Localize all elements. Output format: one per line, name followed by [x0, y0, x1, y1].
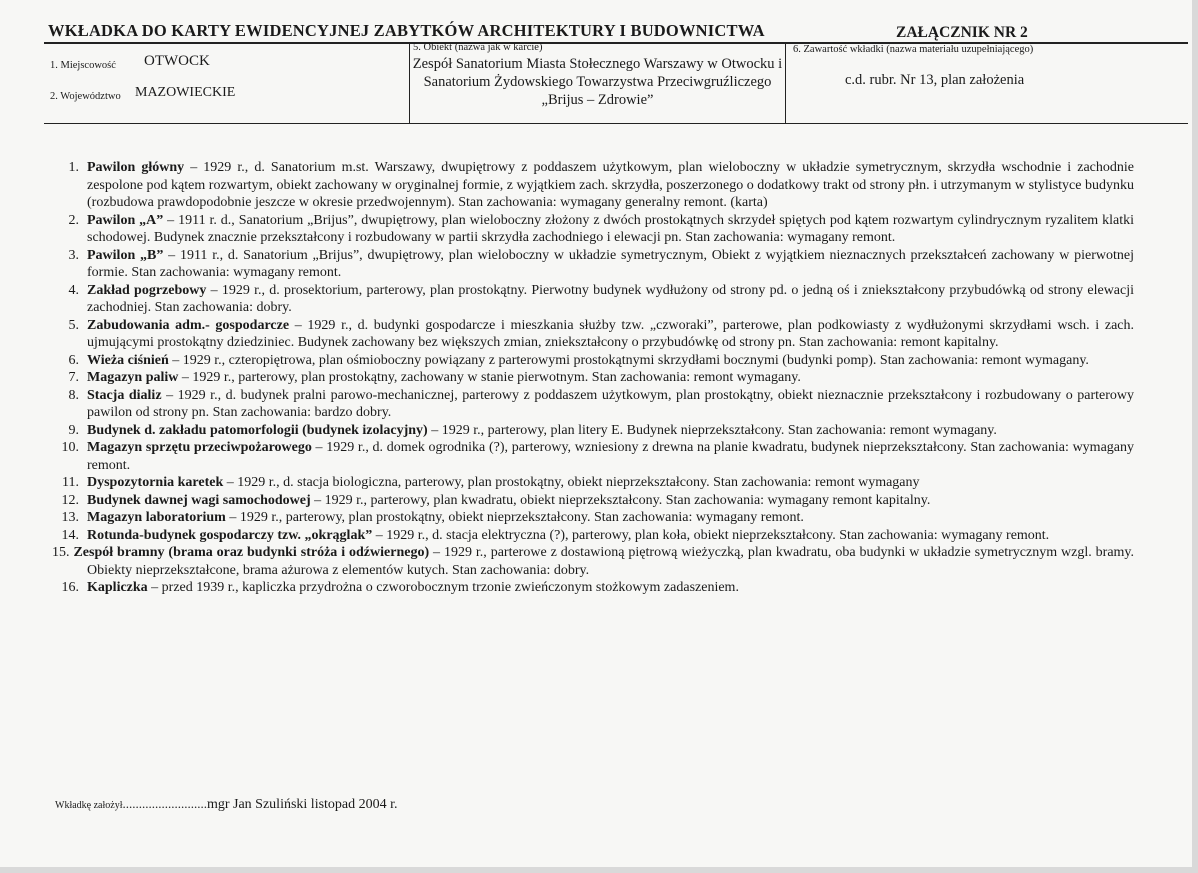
item-name: Pawilon główny	[87, 160, 185, 175]
list-item	[52, 527, 1134, 545]
object-label: 5. Obiekt (nazwa jak w karcie)	[413, 42, 543, 53]
list-item	[52, 544, 1134, 579]
item-name: Zespół bramny (brama oraz budynki stróża i odźwiernego)	[73, 545, 430, 560]
list-item	[52, 159, 1134, 212]
signature-line	[55, 795, 398, 813]
list-item	[52, 422, 1134, 440]
item-number: 16.	[61, 580, 79, 595]
object-value: Zespół Sanatorium Miasta Stołecznego Warszawy w Otwocku i Sanatorium Żydowskiego Towarzystwa Przeciwgruźliczego „Brijus – Zdrowie”	[412, 56, 783, 108]
item-number: 2.	[68, 212, 79, 228]
item-name: Stacja dializ	[87, 387, 162, 403]
list-item	[52, 579, 1134, 597]
item-description: – 1929 r., parterowy, plan prostokątny, obiekt nieprzekształcony. Stan zachowania: wymagany remont.	[225, 510, 804, 525]
content-value: c.d. rubr. Nr 13, plan założenia	[845, 72, 1025, 88]
list-item	[52, 439, 1134, 474]
list-item	[52, 212, 1134, 247]
signature-dots: ..........................	[122, 796, 207, 811]
item-description: – 1929 r., parterowy, plan litery E. Budynek nieprzekształcony. Stan zachowania: remont wymagany.	[427, 422, 997, 438]
item-number: 8.	[68, 387, 79, 403]
list-item	[52, 317, 1134, 352]
header-divider-2	[785, 42, 786, 124]
header-bottom-rule	[44, 123, 1188, 124]
item-description: – 1929 r., parterowe z dostawioną piętrową wieżyczką, plan kwadratu, oba budynki w układzie symetrycznym wzgl. bramy. Obiekty nieprzekształcone, brama ażurowa z elementów kutych. Stan zachowania: dobry.	[87, 545, 1135, 578]
document-title: WKŁADKA DO KARTY EWIDENCYJNEJ ZABYTKÓW ARCHITEKTURY I BUDOWNICTWA	[48, 21, 765, 40]
list-item	[52, 369, 1134, 387]
item-number: 3.	[68, 247, 79, 263]
item-number: 1.	[68, 160, 79, 175]
locality-value: OTWOCK	[144, 53, 210, 69]
item-name: Magazyn sprzętu przeciwpożarowego	[87, 440, 312, 455]
item-number: 13.	[61, 510, 79, 525]
item-description: – 1929 r., d. budynki gospodarcze i mieszkania służby tzw. „czworaki”, parterowe, plan podkowiasty z wydłużonymi skrzydłami wsch. i zach. ujmującymi prostokątny dziedziniec. Budynek zachowany bez większych zmian, zniekształcony o przybudówkę od strony pn. Stan zachowania: remont kapitalny.	[87, 317, 1134, 350]
signature-label: Wkładkę założył	[55, 800, 123, 811]
list-item	[52, 387, 1134, 422]
item-name: Kapliczka	[87, 580, 148, 595]
item-name: Zakład pogrzebowy	[87, 282, 207, 298]
item-name: Zabudowania adm.- gospodarcze	[87, 317, 290, 333]
item-description: – 1911 r., d. Sanatorium „Brijus”, dwupiętrowy, plan wieloboczny w układzie symetrycznym, Obiekt z wyjątkiem nieznacznych przekształceń zachowany w pierwotnej formie. Stan zachowania: wymagany remont.	[87, 247, 1134, 280]
item-number: 14.	[61, 527, 79, 543]
item-number: 12.	[61, 492, 79, 508]
item-name: Dyspozytornia karetek	[87, 475, 224, 490]
list-item	[52, 247, 1134, 282]
item-description: – 1929 r., parterowy, plan kwadratu, obiekt nieprzekształcony. Stan zachowania: wymagany remont kapitalny.	[310, 492, 931, 508]
item-description: – przed 1939 r., kapliczka przydrożna o czworobocznym trzonie zwieńczonym stożkowym zadaszeniem.	[147, 580, 739, 595]
item-number: 5.	[68, 317, 79, 333]
item-name: Magazyn laboratorium	[87, 510, 226, 525]
list-item	[52, 352, 1134, 370]
item-description: – 1929 r., czteropiętrowa, plan ośmioboczny powiązany z parterowymi prostokątnymi skrzydłami bocznymi (budynki pomp). Stan zachowania: remont wymagany.	[168, 352, 1089, 368]
building-list	[52, 159, 1134, 597]
item-name: Wieża ciśnień	[87, 352, 169, 368]
scan-edge-right	[1192, 0, 1198, 873]
item-number: 10.	[61, 440, 79, 455]
item-number: 15.	[52, 545, 70, 560]
item-number: 11.	[62, 475, 79, 490]
item-name: Magazyn paliw	[87, 370, 179, 385]
list-item	[52, 282, 1134, 317]
item-number: 7.	[68, 370, 79, 385]
item-name: Rotunda-budynek gospodarczy tzw. „okrąglak”	[87, 527, 373, 543]
item-description: – 1929 r., parterowy, plan prostokątny, zachowany w stanie pierwotnym. Stan zachowania: remont wymagany.	[178, 370, 801, 385]
scan-edge-bottom	[0, 867, 1198, 873]
item-number: 6.	[68, 352, 79, 368]
content-label: 6. Zawartość wkładki (nazwa materiału uzupełniającego)	[793, 44, 1034, 55]
list-item	[52, 474, 1134, 492]
item-description: – 1929 r., d. stacja biologiczna, parterowy, plan prostokątny, obiekt nieprzekształcony. Stan zachowania: remont wymagany	[223, 475, 920, 490]
list-item	[52, 492, 1134, 510]
item-description: – 1911 r. d., Sanatorium „Brijus”, dwupiętrowy, plan wieloboczny złożony z dwóch prostokątnych skrzydeł spiętych pod kątem rozwartym cylindrycznym ryzalitem klatki schodowej. Budynek znacznie przekształcony i rozbudowany w partii skrzydła zachodniego i elewacji pn. Stan zachowania: wymagany remont.	[87, 212, 1134, 245]
voivodeship-label: 2. Województwo	[50, 91, 121, 102]
item-name: Budynek dawnej wagi samochodowej	[87, 492, 311, 508]
item-number: 4.	[68, 282, 79, 298]
item-description: – 1929 r., d. budynek pralni parowo-mechanicznej, parterowy z poddaszem użytkowym, plan prostokątny, obiekt nieznacznie przekształcony i rozbudowany o parterowy pawilon od strony pn. Stan zachowania: bardzo dobry.	[87, 387, 1135, 420]
item-description: – 1929 r., d. domek ogrodnika (?), parterowy, wzniesiony z drewna na planie kwadratu, budynek nieprzekształcony. Stan zachowania: wymagany remont.	[87, 440, 1134, 473]
voivodeship-value: MAZOWIECKIE	[135, 85, 236, 100]
item-name: Pawilon „A”	[87, 212, 164, 228]
item-description: – 1929 r., d. stacja elektryczna (?), parterowy, plan koła, obiekt nieprzekształcony. Stan zachowania: wymagany remont.	[372, 527, 1050, 543]
item-name: Budynek d. zakładu patomorfologii (budynek izolacyjny)	[87, 422, 428, 438]
signature-text: mgr Jan Szuliński listopad 2004 r.	[206, 797, 398, 812]
item-number: 9.	[68, 422, 79, 438]
list-item	[52, 509, 1134, 527]
item-description: – 1929 r., d. prosektorium, parterowy, plan prostokątny. Pierwotny budynek wydłużony od strony pd. o jedną oś i zniekształcony przybudówką od strony elewacji zachodniej. Stan zachowania: dobry.	[87, 282, 1135, 315]
annex-number: ZAŁĄCZNIK NR 2	[896, 24, 1028, 41]
item-name: Pawilon „B”	[87, 247, 164, 263]
locality-label: 1. Miejscowość	[50, 60, 116, 71]
item-description: – 1929 r., d. Sanatorium m.st. Warszawy, dwupiętrowy z poddaszem użytkowym, plan wieloboczny w układzie symetrycznym, skrzydła wschodnie i zachodnie zespolone pod kątem rozwartym, obiekt zachowany w oryginalnej formie, z wyjątkiem zach. skrzydła, poszerzonego o dodatkowy trakt od strony płn. i utrzymanym w stylistyce budynku (rozbudowa prawdopodobnie jeszcze w okresie przedwojennym). Stan zachowania: wymagany generalny remont. (karta)	[87, 160, 1135, 210]
